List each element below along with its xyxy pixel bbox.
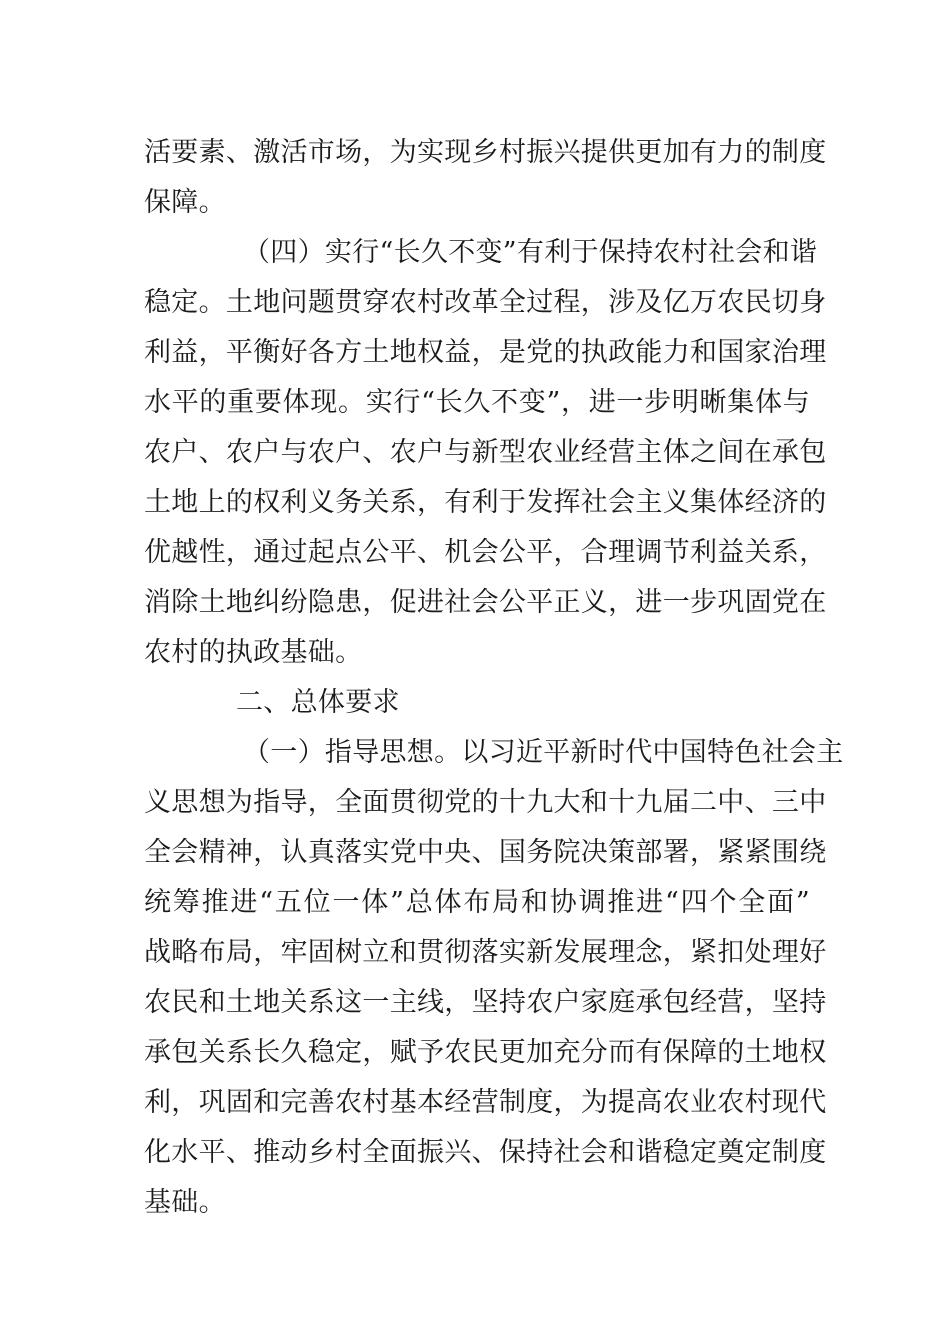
text-line: 农村的执政基础。: [144, 637, 363, 668]
text-line: 水平的重要体现。实行“长久不变”，进一步明晰集体与: [144, 387, 810, 418]
text-line: 农民和土地关系这一主线，坚持农户家庭承包经营，坚持: [144, 987, 827, 1018]
text-line: 基础。: [144, 1187, 226, 1218]
text-line: 稳定。土地问题贯穿农村改革全过程，涉及亿万农民切身: [144, 287, 827, 318]
text-line: 统筹推进“五位一体”总体布局和协调推进“四个全面”: [144, 887, 810, 918]
section-heading: 二、总体要求: [236, 687, 400, 718]
text-line: 土地上的权利义务关系，有利于发挥社会主义集体经济的: [144, 487, 827, 518]
text-line: 利益，平衡好各方土地权益，是党的执政能力和国家治理: [144, 337, 827, 368]
text-line: 化水平、推动乡村全面振兴、保持社会和谐稳定奠定制度: [144, 1137, 827, 1168]
text-line: 保障。: [144, 187, 226, 218]
text-line: 利，巩固和完善农村基本经营制度，为提高农业农村现代: [144, 1087, 827, 1118]
text-line: 优越性，通过起点公平、机会公平，合理调节利益关系，: [144, 537, 827, 568]
text-line: 战略布局，牢固树立和贯彻落实新发展理念，紧扣处理好: [144, 937, 827, 968]
section-4-heading-line: （四）实行“长久不变”有利于保持农村社会和谐: [243, 237, 818, 268]
text-line: 农户、农户与农户、农户与新型农业经营主体之间在承包: [144, 437, 827, 468]
subsection-1-heading-line: （一）指导思想。以习近平新时代中国特色社会主: [243, 737, 844, 768]
text-line: 义思想为指导，全面贯彻党的十九大和十九届二中、三中: [144, 787, 827, 818]
text-line: 全会精神，认真落实党中央、国务院决策部署，紧紧围绕: [144, 837, 827, 868]
text-line: 承包关系长久稳定，赋予农民更加充分而有保障的土地权: [144, 1037, 827, 1068]
text-line: 活要素、激活市场，为实现乡村振兴提供更加有力的制度: [144, 137, 827, 168]
text-line: 消除土地纠纷隐患，促进社会公平正义，进一步巩固党在: [144, 587, 827, 618]
